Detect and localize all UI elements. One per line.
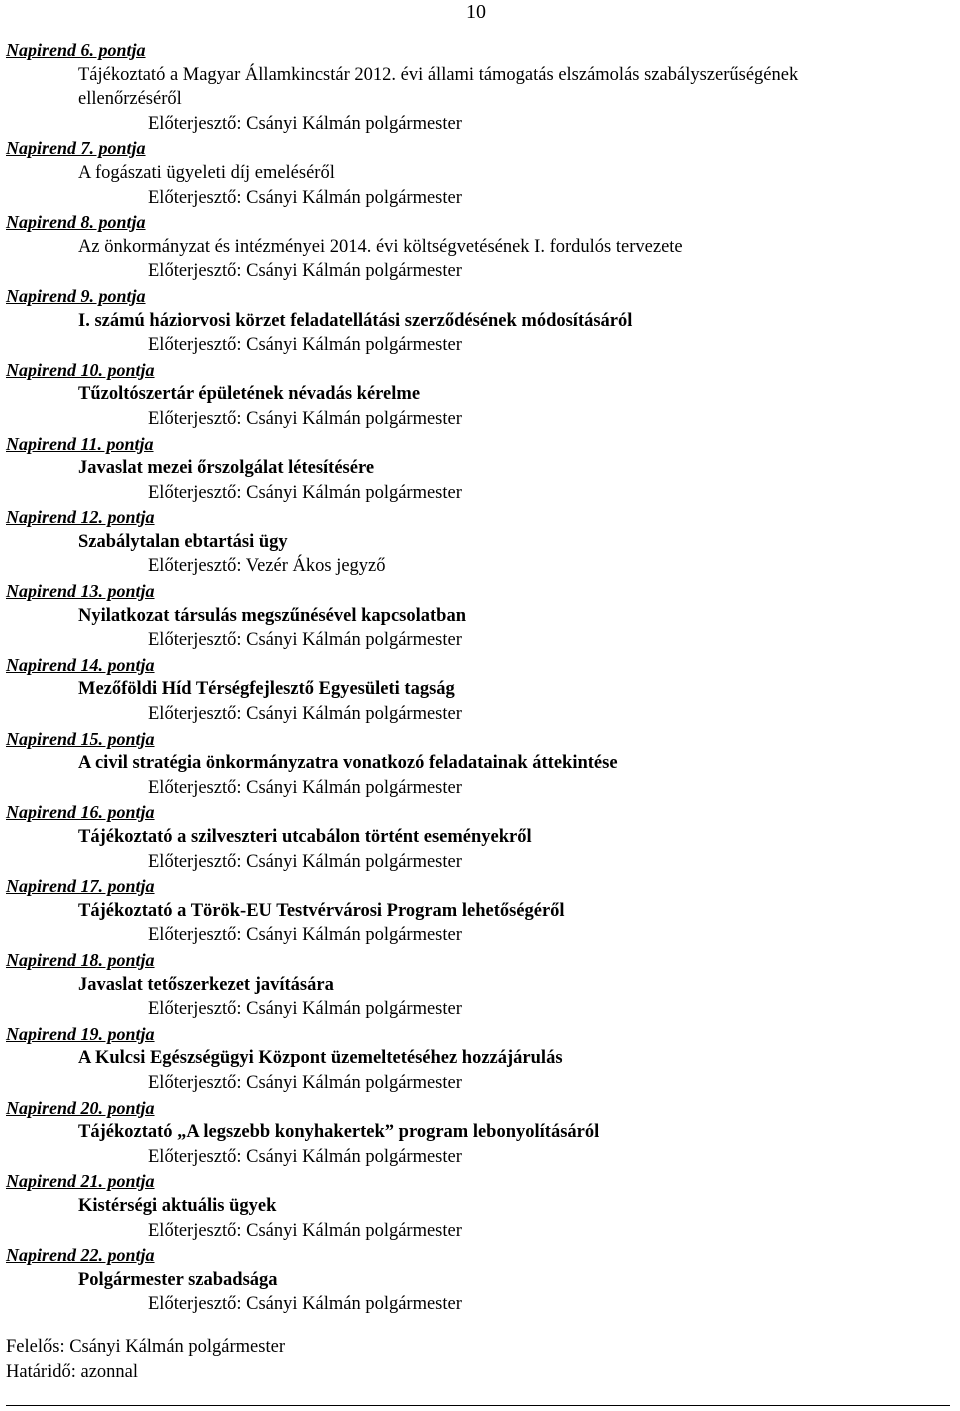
agenda-item-13 — [6, 579, 956, 653]
agenda-item-14 — [6, 653, 956, 727]
agenda-item-title: Tájékoztató a Magyar Államkincstár 2012. évi állami támogatás elszámolás szabályszerűségének — [78, 64, 799, 85]
footer-block — [6, 1335, 285, 1385]
agenda-item-heading: Napirend 7. pontja — [6, 138, 146, 159]
responsible-line: Felelős: Csányi Kálmán polgármester — [6, 1337, 285, 1357]
agenda-item-title: Szabálytalan ebtartási ügy — [78, 531, 288, 552]
agenda-item-heading: Napirend 12. pontja — [6, 507, 155, 528]
agenda-item-21 — [6, 1169, 956, 1243]
agenda-item-heading: Napirend 15. pontja — [6, 728, 155, 749]
agenda-item-12 — [6, 505, 956, 579]
agenda-item-7 — [6, 136, 956, 210]
agenda-item-title: Az önkormányzat és intézményei 2014. évi költségvetésének I. fordulós tervezete — [78, 236, 683, 257]
agenda-item-presenter: Előterjesztő: Csányi Kálmán polgármester — [148, 1294, 462, 1315]
agenda-item-22 — [6, 1243, 956, 1317]
agenda-item-title-continuation: ellenőrzéséről — [78, 89, 182, 110]
agenda-item-presenter: Előterjesztő: Csányi Kálmán polgármester — [148, 630, 462, 651]
agenda-list — [6, 38, 956, 1317]
agenda-item-presenter: Előterjesztő: Csányi Kálmán polgármester — [148, 187, 462, 208]
agenda-item-title: A civil stratégia önkormányzatra vonatkozó feladatainak áttekintése — [78, 753, 618, 774]
agenda-item-presenter: Előterjesztő: Csányi Kálmán polgármester — [148, 408, 462, 429]
agenda-item-presenter: Előterjesztő: Csányi Kálmán polgármester — [148, 925, 462, 946]
agenda-item-16 — [6, 800, 956, 874]
agenda-item-heading: Napirend 16. pontja — [6, 802, 155, 823]
agenda-item-heading: Napirend 8. pontja — [6, 212, 146, 233]
agenda-item-presenter: Előterjesztő: Csányi Kálmán polgármester — [148, 1220, 462, 1241]
agenda-item-title: Tájékoztató a Török-EU Testvérvárosi Program lehetőségéről — [78, 900, 565, 921]
bottom-divider — [6, 1405, 950, 1406]
agenda-item-heading: Napirend 10. pontja — [6, 359, 155, 380]
agenda-item-19 — [6, 1022, 956, 1096]
agenda-item-title: Tájékoztató a szilveszteri utcabálon történt eseményekről — [78, 827, 532, 847]
agenda-item-presenter: Előterjesztő: Vezér Ákos jegyző — [148, 556, 386, 577]
agenda-item-heading: Napirend 22. pontja — [6, 1245, 155, 1266]
agenda-item-15 — [6, 727, 956, 801]
agenda-item-title: Nyilatkozat társulás megszűnésével kapcsolatban — [78, 605, 466, 626]
agenda-item-17 — [6, 874, 956, 948]
agenda-item-title: Tűzoltószertár épületének névadás kérelme — [78, 384, 421, 405]
agenda-item-6 — [6, 38, 956, 136]
agenda-item-10 — [6, 358, 956, 432]
agenda-item-title: A fogászati ügyeleti díj emeléséről — [78, 162, 335, 183]
agenda-item-title: Tájékoztató „A legszebb konyhakertek” program lebonyolításáról — [78, 1122, 600, 1143]
agenda-item-presenter: Előterjesztő: Csányi Kálmán polgármester — [148, 335, 462, 356]
agenda-item-title: Kistérségi aktuális ügyek — [78, 1195, 277, 1216]
agenda-item-title: Mezőföldi Híd Térségfejlesztő Egyesületi tagság — [78, 679, 455, 700]
agenda-item-title: A Kulcsi Egészségügyi Központ üzemeltetéséhez hozzájárulás — [78, 1048, 563, 1069]
agenda-item-presenter: Előterjesztő: Csányi Kálmán polgármester — [148, 777, 462, 798]
agenda-item-heading: Napirend 21. pontja — [6, 1171, 155, 1192]
agenda-item-heading: Napirend 18. pontja — [6, 949, 155, 970]
agenda-item-presenter: Előterjesztő: Csányi Kálmán polgármester — [148, 851, 462, 872]
agenda-item-title: I. számú háziorvosi körzet feladatellátási szerződésének módosításáról — [78, 310, 633, 331]
agenda-item-title: Polgármester szabadsága — [78, 1269, 278, 1290]
page-number: 10 — [466, 1, 486, 23]
agenda-item-heading: Napirend 14. pontja — [6, 654, 155, 675]
deadline-line: Határidő: azonnal — [6, 1362, 139, 1382]
agenda-item-18 — [6, 948, 956, 1022]
agenda-item-title: Javaslat tetőszerkezet javítására — [78, 974, 334, 995]
agenda-item-heading: Napirend 11. pontja — [6, 433, 154, 454]
agenda-item-20 — [6, 1096, 956, 1170]
agenda-item-11 — [6, 432, 956, 506]
agenda-item-heading: Napirend 17. pontja — [6, 876, 155, 897]
agenda-item-9 — [6, 284, 956, 358]
agenda-item-presenter: Előterjesztő: Csányi Kálmán polgármester — [148, 482, 462, 503]
agenda-item-heading: Napirend 9. pontja — [6, 285, 146, 306]
agenda-item-heading: Napirend 6. pontja — [6, 40, 146, 60]
agenda-item-heading: Napirend 20. pontja — [6, 1097, 155, 1118]
agenda-item-heading: Napirend 19. pontja — [6, 1023, 155, 1044]
agenda-item-title: Javaslat mezei őrszolgálat létesítésére — [78, 458, 375, 479]
agenda-item-presenter: Előterjesztő: Csányi Kálmán polgármester — [148, 704, 462, 725]
agenda-item-presenter: Előterjesztő: Csányi Kálmán polgármester — [148, 999, 462, 1020]
agenda-item-8 — [6, 210, 956, 284]
agenda-item-presenter: Előterjesztő: Csányi Kálmán polgármester — [148, 1072, 462, 1093]
agenda-item-heading: Napirend 13. pontja — [6, 581, 155, 602]
agenda-item-presenter: Előterjesztő: Csányi Kálmán polgármester — [148, 261, 462, 282]
agenda-item-presenter: Előterjesztő: Csányi Kálmán polgármester — [148, 1146, 462, 1167]
agenda-item-presenter: Előterjesztő: Csányi Kálmán polgármester — [148, 113, 462, 134]
